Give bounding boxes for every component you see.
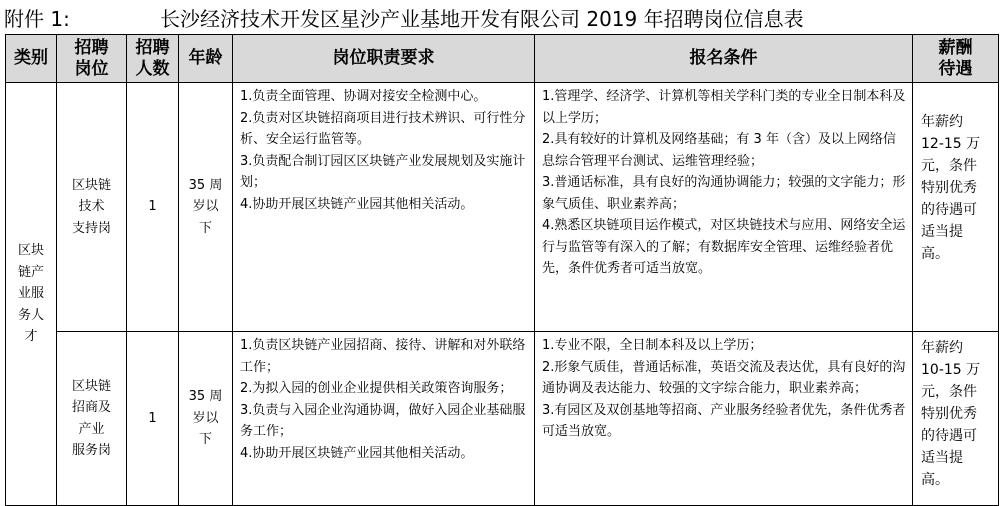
salary-cell: 年薪约 10-15 万 元，条件 特别优秀 的待遇可 适当提 高。: [913, 332, 999, 506]
page-title: 长沙经济技术开发区星沙产业基地开发有限公司 2019 年招聘岗位信息表: [160, 7, 804, 31]
count-cell: 1: [127, 332, 179, 506]
position-cell: 区块链 技术 支持岗: [57, 83, 127, 332]
header-category: 类别: [6, 35, 57, 83]
attachment-label: 附件 1:: [4, 7, 70, 31]
age-cell: 35 周 岁以 下: [179, 332, 233, 506]
header-age: 年龄: [179, 35, 233, 83]
salary-cell: 年薪约 12-15 万 元，条件 特别优秀 的待遇可 适当提 高。: [913, 83, 999, 332]
age-cell: 35 周 岁以 下: [179, 83, 233, 332]
header-count: 招聘 人数: [127, 35, 179, 83]
job-table: [5, 34, 999, 506]
header-requirements: 报名条件: [535, 35, 913, 83]
category-cell: 区块 链产 业服 务人 才: [6, 83, 57, 506]
table-row: [6, 83, 999, 332]
duties-cell: 1.负责区块链产业园招商、接待、讲解和对外联络工作； 2.为拟入园的创业企业提供相关政策咨询服务； 3.负责与入园企业沟通协调，做好入园企业基础服务工作； 4.协助开展区块链产业园其他相关活动。: [233, 332, 535, 506]
count-cell: 1: [127, 83, 179, 332]
requirements-cell: 1.专业不限，全日制本科及以上学历； 2.形象气质佳，普通话标准，英语交流及表达优，具有良好的沟通协调及表达能力、较强的文字综合能力，职业素养高； 3.有园区及双创基地等招商、产业服务经验者优先，条件优秀者可适当放宽。: [535, 332, 913, 506]
page-header: [0, 0, 1004, 34]
header-duties: 岗位职责要求: [233, 35, 535, 83]
requirements-cell: 1.管理学、经济学、计算机等相关学科门类的专业全日制本科及以上学历； 2.具有较好的计算机及网络基础；有 3 年（含）及以上网络信息综合管理平台测试、运维管理经验； 3.普通话标准，具有良好的沟通协调能力；较强的文字能力；形象气质佳、职业素养高； 4.熟悉区块链项目运作模式，对区块链技术与应用、网络安全运行与监管等有深入的了解；有数据库安全管理、运维经验者优先，条件优秀者可适当放宽。: [535, 83, 913, 332]
table-header-row: [6, 35, 999, 83]
duties-cell: 1.负责全面管理、协调对接安全检测中心。 2.负责对区块链招商项目进行技术辨识、可行性分析、安全运行监管等。 3.负责配合制订园区区块链产业发展规划及实施计划； 4.协助开展区块链产业园其他相关活动。: [233, 83, 535, 332]
header-salary: 薪酬 待遇: [913, 35, 999, 83]
header-position: 招聘 岗位: [57, 35, 127, 83]
table-row: [6, 332, 999, 506]
position-cell: 区块链 招商及 产业 服务岗: [57, 332, 127, 506]
